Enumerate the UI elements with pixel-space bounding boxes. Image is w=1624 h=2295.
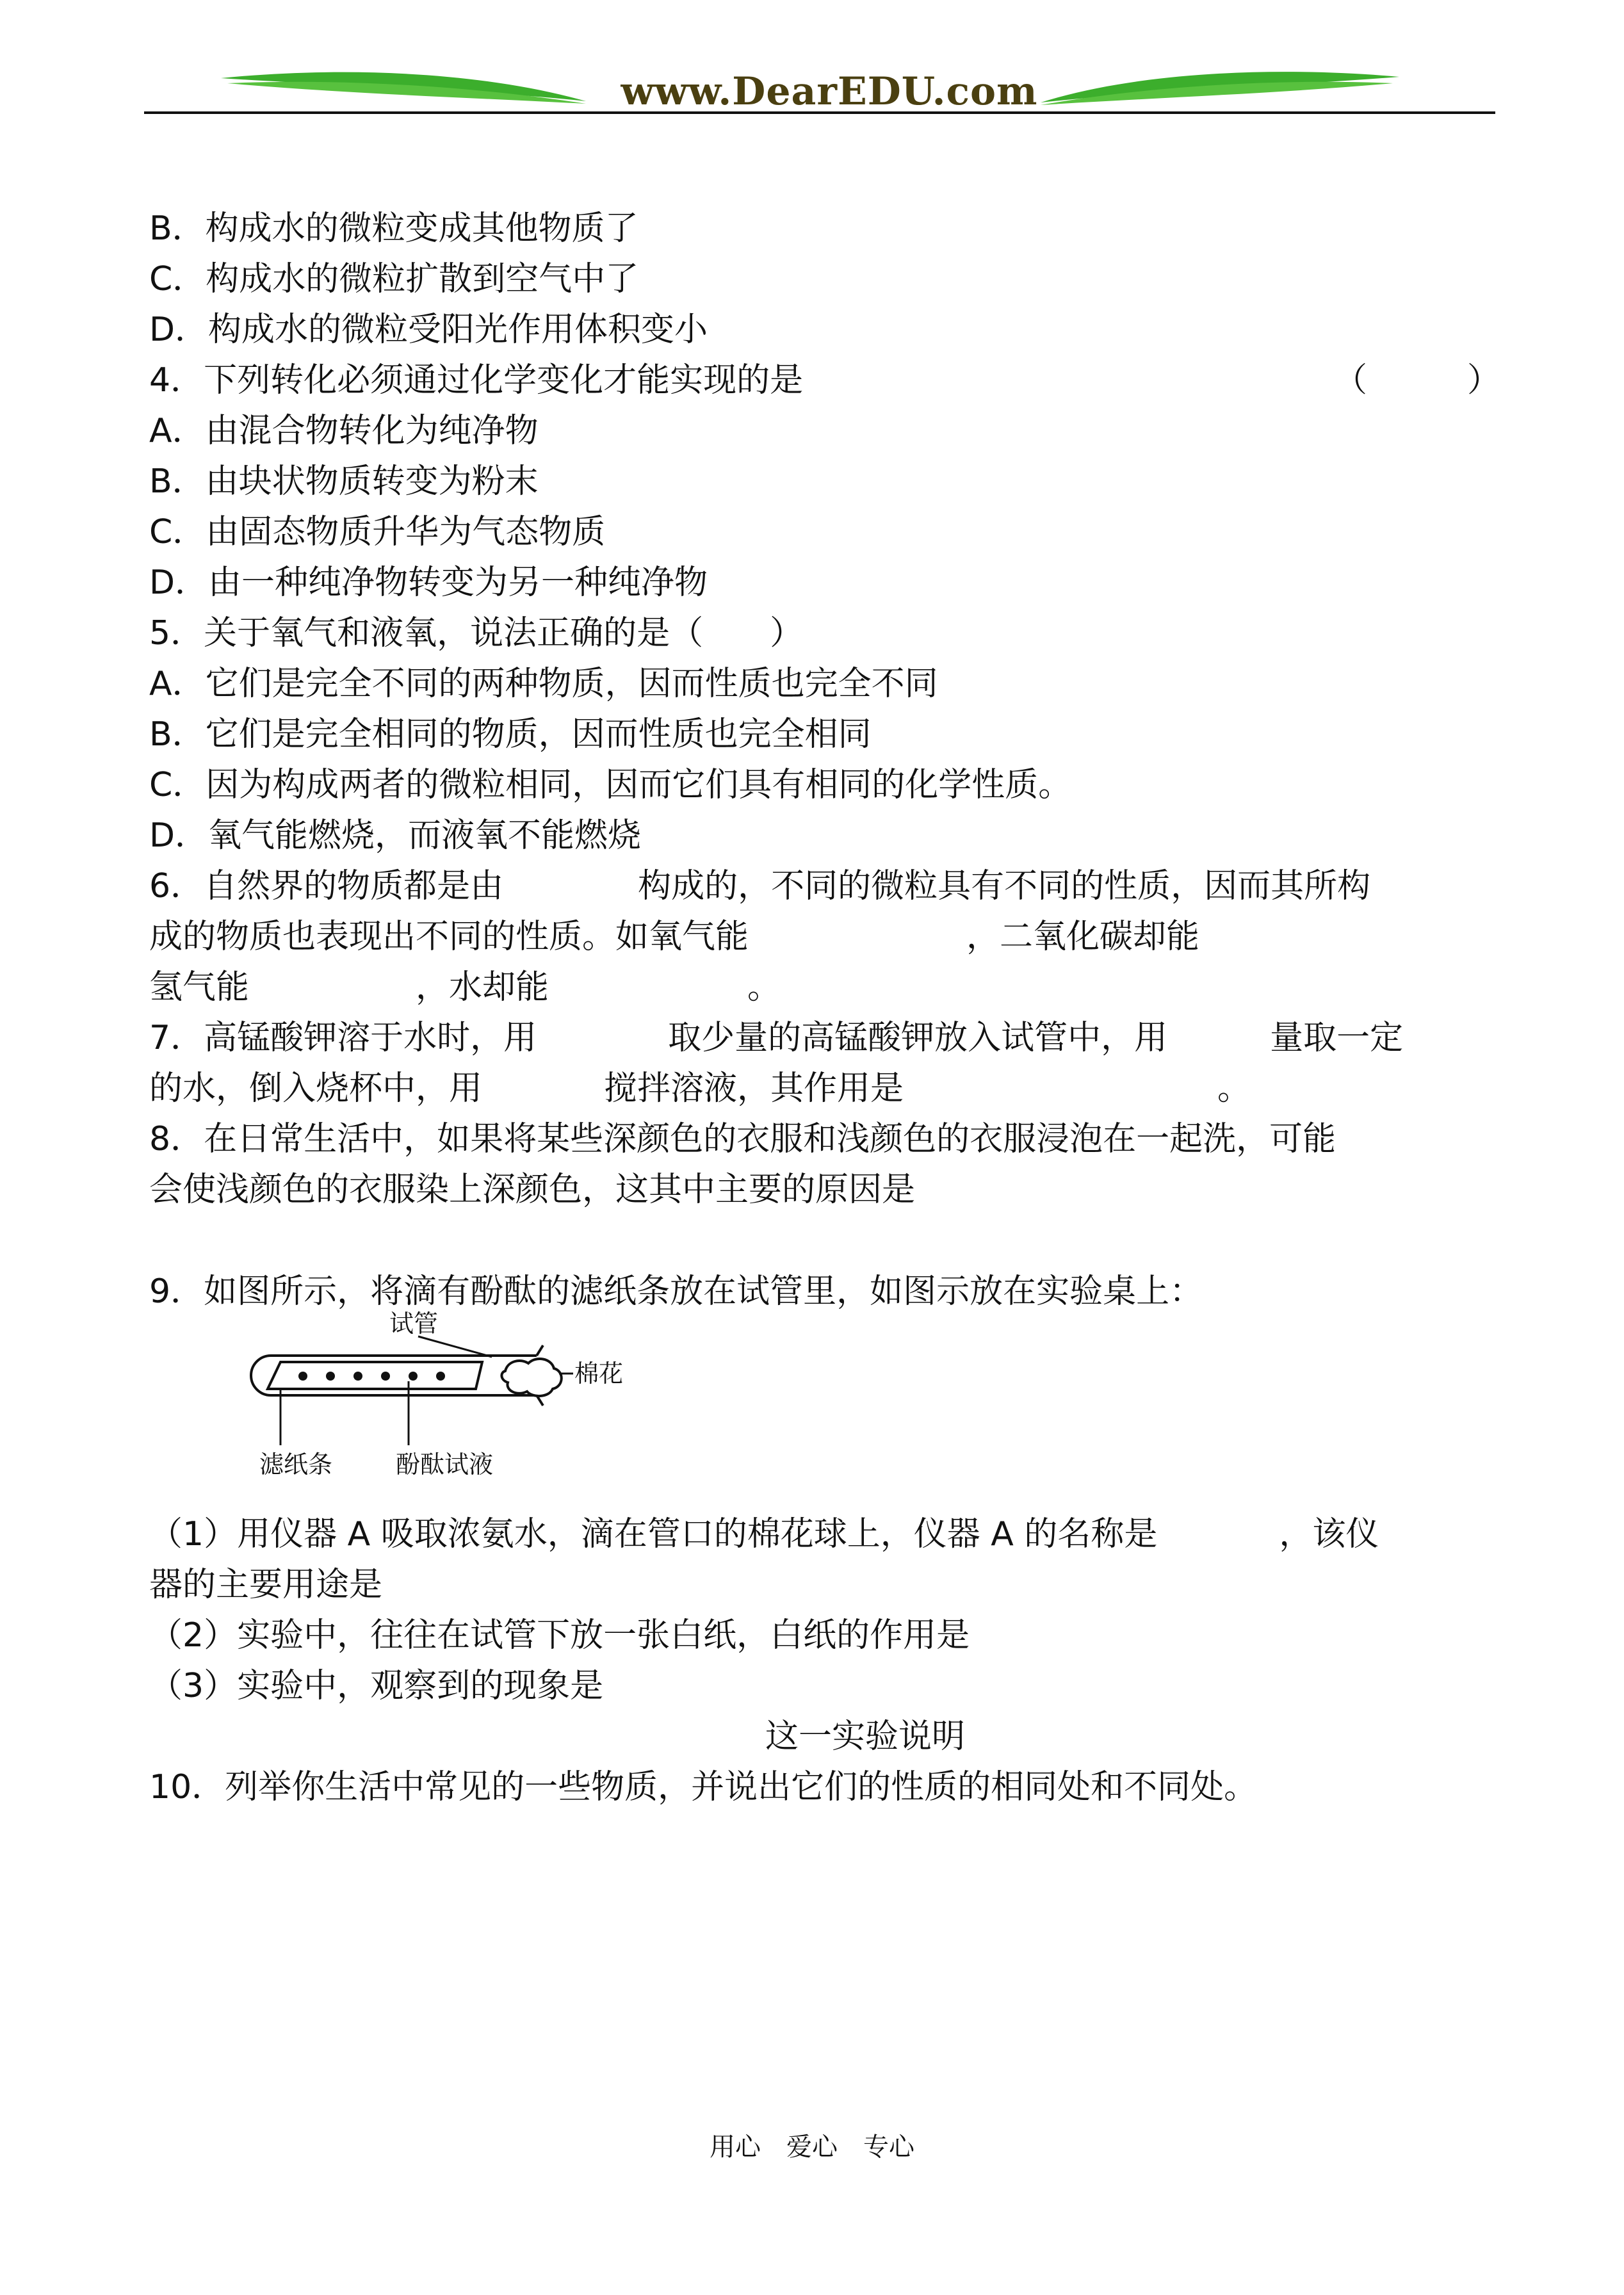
q6-text: 氢气能 [149, 968, 250, 1007]
q8-line-2: 会使浅颜色的衣服染上深颜色，这其中主要的原因是 [149, 1171, 916, 1209]
q6-text: 成的物质也表现出不同的性质。如氧气能 [149, 918, 749, 956]
q4-option-d: D．由一种纯净物转变为另一种纯净物 [149, 564, 708, 602]
filter-paper-label: 滤纸条 [259, 1450, 333, 1479]
q5-option-d: D．氧气能燃烧，而液氧不能燃烧 [149, 816, 642, 855]
q10-stem: 10．列举你生活中常见的一些物质，并说出它们的性质的相同处和不同处。 [149, 1768, 1258, 1806]
q5-option-c: C．因为构成两者的微粒相同，因而它们具有相同的化学性质。 [149, 766, 1072, 804]
q7-line-2 [149, 1064, 1500, 1114]
q9-sub2: （2）实验中，往往在试管下放一张白纸，白纸的作用是 [149, 1616, 970, 1655]
q8-line-1: 8．在日常生活中，如果将某些深颜色的衣服和浅颜色的衣服浸泡在一起洗，可能 [149, 1120, 1336, 1158]
question-list [149, 204, 1500, 1813]
q7-text: 。 [1217, 1069, 1251, 1108]
page-footer: 用心 爱心 专心 [710, 2132, 914, 2162]
q6-text: ，二氧化碳却能 [966, 918, 1200, 956]
q6-text: ，水却能 [416, 968, 549, 1007]
q6-line-1 [149, 861, 1500, 912]
q4-option-c: C．由固态物质升华为气态物质 [149, 513, 606, 551]
q5-option-a: A．它们是完全不同的两种物质，因而性质也完全不同 [149, 665, 938, 703]
q9-text: （1）用仪器 A 吸取浓氨水，滴在管口的棉花球上，仪器 A 的名称是 [149, 1515, 1158, 1553]
q5-option-b: B．它们是完全相同的物质，因而性质也完全相同 [149, 715, 872, 754]
q7-text: 取少量的高锰酸钾放入试管中，用 [668, 1019, 1168, 1057]
q9-conclusion: 这一实验说明 [765, 1717, 966, 1756]
q9-sub3-continued [149, 1712, 1500, 1762]
q7-line-1 [149, 1013, 1500, 1064]
phenolphthalein-label: 酚酞试液 [396, 1450, 494, 1479]
q7-text: 7．高锰酸钾溶于水时，用 [149, 1019, 537, 1057]
cotton-label: 棉花 [574, 1359, 624, 1388]
q9-stem: 9．如图所示，将滴有酚酞的滤纸条放在试管里，如图示放在实验桌上： [149, 1272, 1203, 1311]
q9-sub1-line-1 [149, 1509, 1500, 1560]
q6-line-3 [149, 962, 1500, 1013]
q4-answer-paren: （ ） [1334, 361, 1501, 400]
q9-sub1-line-2: 器的主要用途是 [149, 1566, 383, 1604]
q5-stem: 5．关于氧气和液氧，说法正确的是（ ） [149, 614, 804, 653]
tube-label: 试管 [389, 1310, 439, 1338]
q4-stem [149, 355, 1500, 406]
q9-sub3: （3）实验中，观察到的现象是 [149, 1667, 604, 1705]
q6-line-2 [149, 912, 1500, 962]
q4-stem-text: 4．下列转化必须通过化学变化才能实现的是 [149, 361, 804, 400]
q7-text: 搅拌溶液，其作用是 [604, 1069, 904, 1108]
q3-option-c: C．构成水的微粒扩散到空气中了 [149, 260, 639, 298]
q3-option-d: D．构成水的微粒受阳光作用体积变小 [149, 311, 708, 349]
q4-option-a: A．由混合物转化为纯净物 [149, 412, 539, 450]
q4-option-b: B．由块状物质转变为粉末 [149, 462, 539, 501]
site-name: www.DearEDU.com [621, 69, 1038, 114]
q6-text: 。 [747, 968, 781, 1007]
q9-test-tube-diagram [149, 1310, 1500, 1509]
header-rule [144, 111, 1495, 114]
q7-text: 量取一定 [1270, 1019, 1404, 1057]
q3-option-b: B．构成水的微粒变成其他物质了 [149, 209, 638, 248]
test-tube-drawing [149, 1317, 726, 1509]
q7-text: 的水，倒入烧杯中，用 [149, 1069, 483, 1108]
q6-text: 6．自然界的物质都是由 [149, 867, 504, 905]
q6-text: 构成的，不同的微粒具有不同的性质，因而其所构 [638, 867, 1371, 905]
answer-space [149, 1215, 1500, 1267]
q9-text: ，该仪 [1279, 1515, 1379, 1553]
